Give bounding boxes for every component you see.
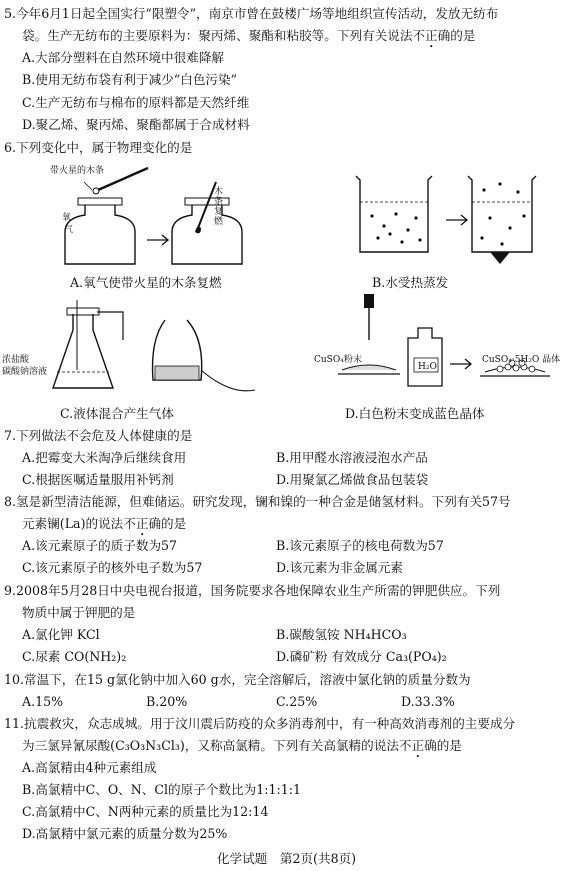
label-relight-3: 复: [214, 207, 224, 217]
q6-option-d: D.白色粉末变成蓝色晶体: [345, 406, 485, 421]
q7-option-c: C.根据医嘱适量服用补钙剂: [22, 472, 174, 487]
q7-stem: 7.下列做法不会危及人体健康的是: [4, 428, 193, 443]
label-oxygen-1: 氧: [62, 213, 72, 223]
q9-option-a: A.氯化钾 KCl: [22, 627, 100, 642]
figure-copper-sulfate: [300, 290, 570, 400]
q11-option-b: B.高氯精中C、O、N、Cl的原子个数比为1:1:1:1: [22, 782, 301, 797]
emphasis-text: 不正确: [398, 738, 437, 753]
q11-stem-line2: 为三氯异氰尿酸(C₃O₃N₃Cl₃)，又称高氯精。下列有关高氯精的说法不正确的是: [22, 738, 462, 753]
q11-option-d: D.高氯精中氯元素的质量分数为25%: [22, 826, 228, 841]
figure-oxygen-bottles: [40, 160, 280, 270]
q6-option-b: B.水受热蒸发: [372, 275, 449, 290]
label-relight-2: 条: [214, 197, 224, 207]
q5-option-d: D.聚乙烯、聚丙烯、聚酯都属于合成材料: [22, 117, 250, 132]
q5-stem-line1: 5.今年6月1日起全国实行“限塑令”，南京市曾在鼓楼广场等地组织宣传活动，发放无纺布: [4, 6, 499, 21]
q5-option-b: B.使用无纺布袋有利于减少“白色污染”: [22, 72, 238, 87]
label-carbonate: 碳酸钠溶液: [2, 367, 48, 377]
q10-option-a: A.15%: [22, 694, 64, 709]
q7-option-b: B.用甲醛水溶液浸泡水产品: [276, 450, 428, 465]
q8-stem-line1: 8.氢是新型清洁能源，但难储运。研究发现，镧和镍的一种合金是储氢材料。下列有关57号: [4, 494, 511, 509]
page-footer: 化学试题 第2页(共8页): [216, 851, 357, 866]
q9-option-c: C.尿素 CO(NH₂)₂: [22, 649, 127, 664]
label-water: H₂O: [418, 362, 437, 372]
q9-stem-line2: 物质中属于钾肥的是: [22, 605, 136, 620]
q6-option-a: A.氧气使带火星的木条复燃: [70, 275, 222, 290]
emphasis-text: 不正确: [123, 516, 162, 531]
q7-option-d: D.用聚氯乙烯做食品包装袋: [276, 472, 429, 487]
q5-option-a: A.大部分塑料在自然环境中很难降解: [22, 50, 225, 65]
q7-option-a: A.把霉变大米淘净后继续食用: [22, 450, 187, 465]
q11-option-c: C.高氯精中C、N两种元素的质量比为12:14: [22, 804, 269, 819]
q10-option-b: B.20%: [146, 694, 188, 709]
label-splint: 带火星的木条: [50, 166, 105, 176]
figure-gas-apparatus: [5, 300, 260, 400]
q5-option-c: C.生产无纺布与棉布的原料都是天然纤维: [22, 95, 250, 110]
q11-stem-line1: 11.抗震救灾，众志成城。用于汶川震后防疫的众多消毒剂中，有一种高效消毒剂的主要成分: [4, 716, 516, 731]
label-oxygen-2: 气: [64, 225, 74, 235]
q10-stem: 10.常温下，在15 g氯化钠中加入60 g水，完全溶解后，溶液中氯化钠的质量分数为: [4, 672, 471, 687]
label-relight-4: 燃: [214, 217, 224, 227]
q8-option-c: C.该元素原子的核外电子数为57: [22, 560, 203, 575]
q6-option-c: C.液体混合产生气体: [60, 406, 174, 421]
q9-option-b: B.碳酸氢铵 NH₄HCO₃: [276, 627, 407, 642]
q9-stem-line1: 9.2008年5月28日中央电视台报道，国务院要求各地保障农业生产所需的钾肥供应。下列: [4, 583, 501, 598]
label-cuso4-powder: CuSO₄粉末: [314, 355, 362, 365]
q8-option-d: D.该元素为非金属元素: [276, 560, 403, 575]
q8-stem-line2: 元素镧(La)的说法不正确的是: [22, 516, 187, 531]
q5-stem-line2: 袋。生产无纺布的主要原料为：聚丙烯、聚酯和粘胶等。下列有关说法不正确的是: [22, 28, 476, 43]
q6-stem: 6.下列变化中，属于物理变化的是: [4, 140, 193, 155]
q11-option-a: A.高氯精由4种元素组成: [22, 760, 157, 775]
label-relight-1: 木: [214, 187, 224, 197]
label-crystal: CuSO₄·5H₂O 晶体: [482, 355, 561, 365]
emphasis-text: 不正确: [412, 28, 451, 43]
q8-option-b: B.该元素原子的核电荷数为57: [276, 538, 444, 553]
q9-option-d: D.磷矿粉 有效成分 Ca₃(PO₄)₂: [276, 649, 447, 664]
q8-option-a: A.该元素原子的质子数为57: [22, 538, 178, 553]
figure-beakers-heating: [350, 168, 540, 268]
label-acid: 浓盐酸: [2, 355, 30, 365]
q10-option-c: C.25%: [276, 694, 318, 709]
q10-option-d: D.33.3%: [401, 694, 455, 709]
